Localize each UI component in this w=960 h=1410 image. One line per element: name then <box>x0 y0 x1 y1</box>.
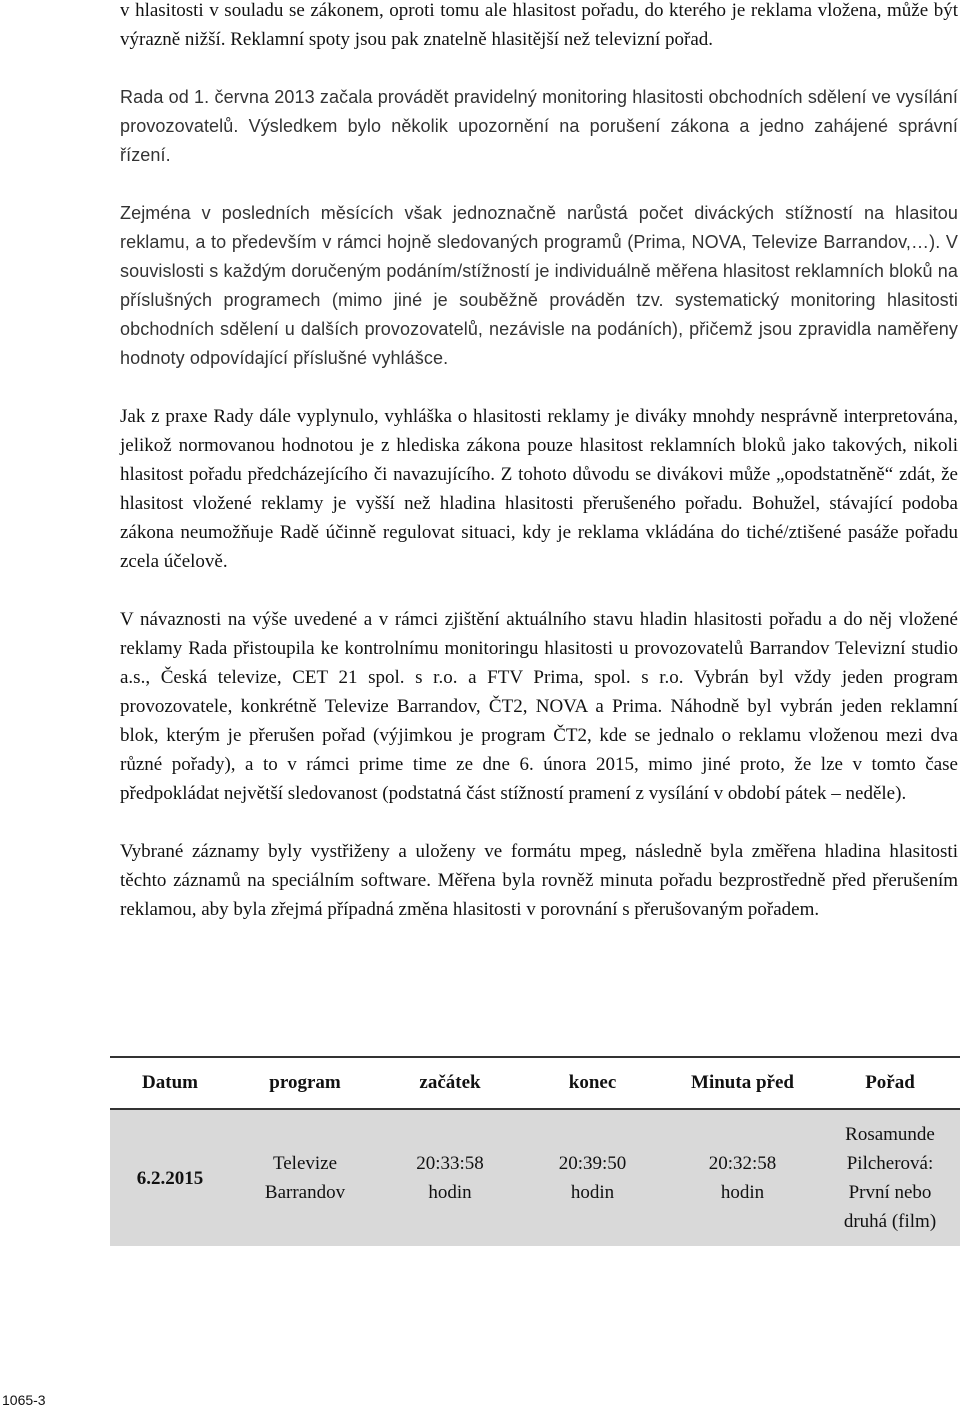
cell-porad-line2: Pilcherová: <box>846 1153 934 1174</box>
cell-konec-time: 20:39:50 <box>558 1153 627 1174</box>
page-identifier: 1065-3 <box>2 1392 46 1408</box>
measurement-table <box>110 1056 960 1246</box>
paragraph-2: Rada od 1. června 2013 začala provádět pravidelný monitoring hlasitosti obchodních sdělení ve vysílání provozovatelů. Výsledkem bylo několik upozornění na porušení zákona a jedno zahájené správní řízení. <box>120 87 958 165</box>
cell-zacatek-unit: hodin <box>428 1182 472 1203</box>
paragraph-6: Vybrané záznamy byly vystřiženy a uloženy ve formátu mpeg, následně byla změřena hladina hlasitosti těchto záznamů na speciálním software. Měřena byla rovněž minuta pořadu bezprostředně před přerušením reklamou, aby byla zřejmá případná změna hlasitosti v porovnání s přerušovaným pořadem. <box>120 841 958 920</box>
cell-konec-unit: hodin <box>570 1182 615 1203</box>
cell-porad <box>820 1109 960 1246</box>
header-program: program <box>230 1057 380 1109</box>
cell-program <box>230 1109 380 1246</box>
cell-porad-line1: Rosamunde <box>845 1124 935 1145</box>
cell-minuta-time: 20:32:58 <box>708 1153 777 1174</box>
cell-porad-line3: První nebo <box>848 1182 932 1203</box>
paragraph-3: Zejména v posledních měsících však jednoznačně narůstá počet diváckých stížností na hlasitou reklamu, a to především v rámci hojně sledovaných programů (Prima, NOVA, Televize Barrandov,…). V souvislosti s každým doručeným podáním/stížností je individuálně měřena hlasitost reklamních bloků na příslušných programech (mimo jiné je souběžně prováděn tzv. systematický monitoring hlasitosti obchodních sdělení u dalších provozovatelů, nezávisle na podáních), přičemž jsou zpravidla naměřeny hodnoty odpovídající příslušné vyhlášce. <box>120 203 958 368</box>
cell-program-line2: Barrandov <box>264 1182 346 1203</box>
paragraph-5: V návaznosti na výše uvedené a v rámci zjištění aktuálního stavu hladin hlasitosti pořadu a do něj vložené reklamy Rada přistoupila ke kontrolnímu monitoringu hlasitosti u provozovatelů Barrandov Televizní studio a.s., Česká televize, CET 21 spol. s r.o. a FTV Prima, spol. s r.o. Vybrán byl vždy jeden program provozovatele, konkrétně Televize Barrandov, ČT2, NOVA a Prima. Náhodně byl vybrán jeden reklamní blok, kterým je přerušen pořad (výjimkou je program ČT2, kde se jednalo o reklamu vloženou mezi dva různé pořady), a to v rámci prime time ze dne 6. února 2015, mimo jiné proto, že lze v tomto čase předpokládat největší sledovanost (podstatná část stížností pramení z vysílání v období pátek – neděle). <box>120 609 958 804</box>
header-konec: konec <box>520 1057 665 1109</box>
cell-zacatek-time: 20:33:58 <box>416 1153 484 1174</box>
cell-datum: 6.2.2015 <box>110 1109 230 1246</box>
cell-minuta-pred <box>665 1109 820 1246</box>
header-zacatek: začátek <box>380 1057 520 1109</box>
paragraph-4: Jak z praxe Rady dále vyplynulo, vyhláška o hlasitosti reklamy je diváky mnohdy nesprávně interpretována, jelikož normovanou hodnotou je z hlediska zákona pouze hlasitost reklamních bloků jako takových, nikoli hlasitost pořadu předcházejícího či navazujícího. Z tohoto důvodu se divákovi může „opodstatněně“ zdát, že hlasitost vložené reklamy je vyšší než hladina hlasitosti přerušeného pořadu. Bohužel, stávající podoba zákona neumožňuje Radě účinně regulovat situaci, kdy je reklama vkládána do tiché/ztišené pasáže pořadu zcela účelově. <box>120 406 958 572</box>
cell-program-line1: Televize <box>272 1153 338 1174</box>
header-minuta-pred: Minuta před <box>665 1057 820 1109</box>
header-porad: Pořad <box>820 1057 960 1109</box>
document-body <box>120 0 958 924</box>
cell-konec <box>520 1109 665 1246</box>
header-datum: Datum <box>110 1057 230 1109</box>
cell-zacatek <box>380 1109 520 1246</box>
table-header-row <box>110 1057 960 1109</box>
cell-porad-line4: druhá (film) <box>843 1211 937 1232</box>
paragraph-1: v hlasitosti v souladu se zákonem, oproti tomu ale hlasitost pořadu, do kterého je reklama vložena, může být výrazně nižší. Reklamní spoty jsou pak znatelně hlasitější než televizní pořad. <box>120 0 958 50</box>
cell-minuta-unit: hodin <box>720 1182 765 1203</box>
table-row <box>110 1109 960 1246</box>
